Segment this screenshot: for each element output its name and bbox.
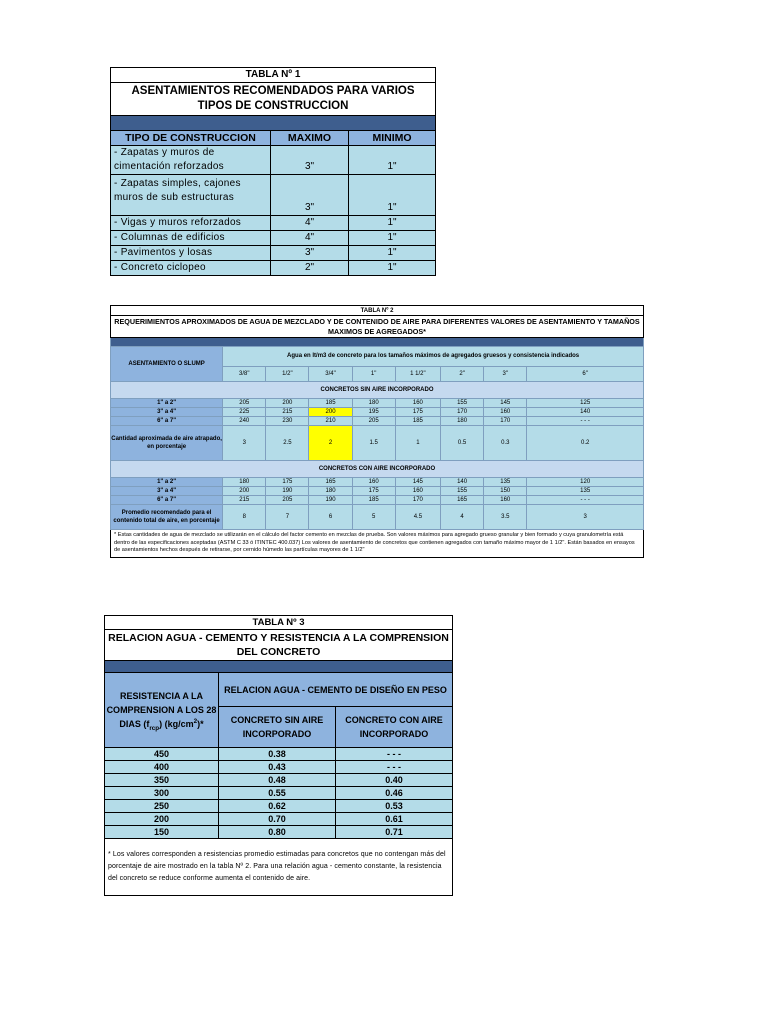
table3-dark-band xyxy=(105,661,453,673)
table-row xyxy=(111,216,436,231)
table2-sin-body xyxy=(111,399,644,426)
table2-value-cell: 185 xyxy=(395,417,440,426)
table3-resistencia-cell: 250 xyxy=(105,800,219,813)
table3-con-cell: 0.46 xyxy=(336,787,453,800)
table3-sin-cell: 0.62 xyxy=(219,800,336,813)
table1-max-cell: 4" xyxy=(271,231,349,246)
table1-header-max: MAXIMO xyxy=(271,131,349,146)
table2-value-cell: 150 xyxy=(484,487,527,496)
table2-value-cell: 230 xyxy=(266,417,309,426)
table-row xyxy=(105,787,453,800)
table2-dark-band xyxy=(111,338,644,347)
table-asentamientos xyxy=(110,67,436,276)
table-row xyxy=(105,800,453,813)
table3-title: RELACION AGUA - CEMENTO Y RESISTENCIA A LA COMPRENSION DEL CONCRETO xyxy=(105,630,453,661)
table1-min-cell: 1" xyxy=(349,246,436,261)
table1-tipo-cell: - Concreto ciclopeo xyxy=(111,261,271,276)
table2-value-cell: 200 xyxy=(223,487,266,496)
table3-ratio-header: RELACION AGUA - CEMENTO DE DISEÑO EN PESO xyxy=(219,673,453,707)
table2-value-cell: 180 xyxy=(223,478,266,487)
table2-value-cell: 145 xyxy=(395,478,440,487)
table2-value-cell: - - - xyxy=(527,417,644,426)
table-row xyxy=(105,826,453,839)
table2-value-cell: 175 xyxy=(395,408,440,417)
table3-con-cell: - - - xyxy=(336,761,453,774)
table3-sin-cell: 0.38 xyxy=(219,748,336,761)
table2-value-cell: 6 xyxy=(309,505,352,530)
table3-resistencia-header: RESISTENCIA A LA COMPRENSION A LOS 28 DIAS $(f_{rcp})$ $(kg/cm^2)*$ xyxy=(105,673,219,748)
table2-value-cell: 180 xyxy=(352,399,395,408)
table-row xyxy=(111,399,644,408)
table2-value-cell: 7 xyxy=(266,505,309,530)
table3-body xyxy=(105,748,453,839)
table1-dark-band xyxy=(111,116,436,131)
table1-min-cell: 1" xyxy=(349,261,436,276)
table2-size-header: 6" xyxy=(527,366,644,381)
table1-max-cell: 4" xyxy=(271,216,349,231)
table2-value-cell: 175 xyxy=(266,478,309,487)
table2-value-cell: 0.3 xyxy=(484,426,527,461)
table2-value-cell: 205 xyxy=(223,399,266,408)
table3-resistencia-cell: 300 xyxy=(105,787,219,800)
table2-slump-label: 1" a 2" xyxy=(111,399,223,408)
table2-value-cell: 135 xyxy=(484,478,527,487)
table3-resistencia-cell: 350 xyxy=(105,774,219,787)
table2-size-header: 1 1/2" xyxy=(395,366,440,381)
table3-sin-cell: 0.70 xyxy=(219,813,336,826)
table3-con-cell: 0.40 xyxy=(336,774,453,787)
table2-value-cell: 0.5 xyxy=(441,426,484,461)
table2-value-cell: 3 xyxy=(223,426,266,461)
table3-footnote: * Los valores corresponden a resistencias promedio estimadas para concretos que no contengan más del porcentaje de aire mostrado en la tabla Nº 2. Para una relación agua - cemento constante, la resistencia del concreto se reduce conforme aumenta el contenido de aire. xyxy=(105,839,453,896)
table3-resistencia-cell: 200 xyxy=(105,813,219,826)
table1-tipo-cell: - Zapatas y muros de cimentación reforzados xyxy=(111,146,271,175)
table2-value-cell: 155 xyxy=(441,399,484,408)
table1-min-cell: 1" xyxy=(349,231,436,246)
table1-max-cell: 3" xyxy=(271,146,349,175)
table1-min-cell: 1" xyxy=(349,216,436,231)
table-row xyxy=(111,408,644,417)
table2-highlight-cell: 2 xyxy=(309,426,352,461)
table1-number: TABLA Nº 1 xyxy=(111,68,436,83)
table-relacion-agua-cemento xyxy=(104,615,453,896)
table2-footnote: * Estas cantidades de agua de mezclado se utilizarán en el cálculo del factor cemento en mezclas de prueba. Son valores máximos para agregado grueso granular y bien formado y cuya granulometría está dentro de las especificaciones aceptadas (ASTM C 33 ó ITINTEC 400.037) Los valores de asentamiento de concretos que contienen agregados con tamaño máximo mayor de 1 1/2". Están basados en ensayos de asentamientos hechos después de retirarse, por cernido húmedo las partículas mayores de 1 1/2" xyxy=(111,530,644,558)
table2-slump-label: 3" a 4" xyxy=(111,408,223,417)
table1-tipo-cell: - Columnas de edificios xyxy=(111,231,271,246)
table2-value-cell: 155 xyxy=(441,487,484,496)
table2-size-header: 3/4" xyxy=(309,366,352,381)
table2-value-cell: 160 xyxy=(395,487,440,496)
table2-air-row xyxy=(111,426,644,461)
table2-value-cell: 125 xyxy=(527,399,644,408)
table-row xyxy=(111,496,644,505)
table2-size-header: 3/8" xyxy=(223,366,266,381)
table2-value-cell: 8 xyxy=(223,505,266,530)
table1-max-cell: 3" xyxy=(271,246,349,261)
table2-size-header: 1/2" xyxy=(266,366,309,381)
table2-air-label: Cantidad aproximada de aire atrapado, en porcentaje xyxy=(111,426,223,461)
table3-resistencia-cell: 400 xyxy=(105,761,219,774)
table2-value-cell: 0.2 xyxy=(527,426,644,461)
table2-avg-row xyxy=(111,505,644,530)
table2-con-body xyxy=(111,478,644,505)
table1-header-min: MINIMO xyxy=(349,131,436,146)
table2-value-cell: 1 xyxy=(395,426,440,461)
table2-slump-label: 6" a 7" xyxy=(111,496,223,505)
table-row xyxy=(111,261,436,276)
table2-size-header: 3" xyxy=(484,366,527,381)
table3-resistencia-cell: 450 xyxy=(105,748,219,761)
table-row xyxy=(105,813,453,826)
table2-slump-label: 1" a 2" xyxy=(111,478,223,487)
table1-min-cell: 1" xyxy=(349,175,436,216)
table-row xyxy=(105,748,453,761)
table-row xyxy=(105,761,453,774)
table1-max-cell: 3" xyxy=(271,175,349,216)
table-requerimientos-agua xyxy=(110,305,644,558)
table2-value-cell: 190 xyxy=(266,487,309,496)
table2-value-cell: 240 xyxy=(223,417,266,426)
table2-section-con: CONCRETOS CON AIRE INCORPORADO xyxy=(111,461,644,478)
table2-number: TABLA Nº 2 xyxy=(111,306,644,316)
table1-header-tipo: TIPO DE CONSTRUCCION xyxy=(111,131,271,146)
table3-sin-cell: 0.80 xyxy=(219,826,336,839)
table2-value-cell: 180 xyxy=(309,487,352,496)
table2-value-cell: 2.5 xyxy=(266,426,309,461)
table2-section-sin: CONCRETOS SIN AIRE INCORPORADO xyxy=(111,382,644,399)
table1-tipo-cell: - Zapatas simples, cajones muros de sub estructuras xyxy=(111,175,271,216)
table2-value-cell: 4.5 xyxy=(395,505,440,530)
table2-slump-label: 6" a 7" xyxy=(111,417,223,426)
table-row xyxy=(111,478,644,487)
table1-tipo-cell: - Pavimentos y losas xyxy=(111,246,271,261)
table2-value-cell: - - - xyxy=(527,496,644,505)
table2-value-cell: 180 xyxy=(441,417,484,426)
table-row xyxy=(105,774,453,787)
table2-value-cell: 160 xyxy=(484,496,527,505)
table2-value-cell: 170 xyxy=(484,417,527,426)
table2-value-cell: 215 xyxy=(266,408,309,417)
table-row xyxy=(111,417,644,426)
table2-value-cell: 160 xyxy=(395,399,440,408)
table2-value-cell: 205 xyxy=(266,496,309,505)
table2-value-cell: 160 xyxy=(352,478,395,487)
table3-con-cell: 0.61 xyxy=(336,813,453,826)
table-row xyxy=(111,231,436,246)
table2-value-cell: 3 xyxy=(527,505,644,530)
table2-value-cell: 135 xyxy=(527,487,644,496)
table3-sin-cell: 0.48 xyxy=(219,774,336,787)
table2-value-cell: 185 xyxy=(352,496,395,505)
table2-value-cell: 170 xyxy=(441,408,484,417)
table2-size-header: 1" xyxy=(352,366,395,381)
table1-title: ASENTAMIENTOS RECOMENDADOS PARA VARIOS TIPOS DE CONSTRUCCION xyxy=(111,83,436,116)
table-row xyxy=(111,246,436,261)
table2-value-cell: 165 xyxy=(441,496,484,505)
table2-slump-header: ASENTAMIENTO O SLUMP xyxy=(111,347,223,382)
table2-avg-label: Promedio recomendado para el contenido total de aire, en porcentaje xyxy=(111,505,223,530)
table2-water-header: Agua en lt/m3 de concreto para los tamaños máximos de agregados gruesos y consistencia indicados xyxy=(223,347,644,367)
table2-value-cell: 3.5 xyxy=(484,505,527,530)
table2-title: REQUERIMIENTOS APROXIMADOS DE AGUA DE MEZCLADO Y DE CONTENIDO DE AIRE PARA DIFERENTES VALORES DE ASENTAMIENTO Y TAMAÑOS MAXIMOS DE AGREGADOS* xyxy=(111,316,644,338)
table2-highlight-cell: 200 xyxy=(309,408,352,417)
table2-value-cell: 175 xyxy=(352,487,395,496)
table2-slump-label: 3" a 4" xyxy=(111,487,223,496)
table3-sin-header: CONCRETO SIN AIRE INCORPORADO xyxy=(219,707,336,748)
table3-sin-cell: 0.55 xyxy=(219,787,336,800)
table3-resistencia-cell: 150 xyxy=(105,826,219,839)
table-row xyxy=(111,487,644,496)
table2-value-cell: 225 xyxy=(223,408,266,417)
table2-size-header: 2" xyxy=(441,366,484,381)
table3-con-cell: - - - xyxy=(336,748,453,761)
table3-con-header: CONCRETO CON AIRE INCORPORADO xyxy=(336,707,453,748)
table3-number: TABLA Nº 3 xyxy=(105,616,453,630)
table2-value-cell: 5 xyxy=(352,505,395,530)
table-row xyxy=(111,175,436,216)
table2-value-cell: 205 xyxy=(352,417,395,426)
table3-con-cell: 0.53 xyxy=(336,800,453,813)
table2-value-cell: 185 xyxy=(309,399,352,408)
table3-sin-cell: 0.43 xyxy=(219,761,336,774)
table2-value-cell: 140 xyxy=(527,408,644,417)
table1-max-cell: 2" xyxy=(271,261,349,276)
table2-value-cell: 4 xyxy=(441,505,484,530)
table2-value-cell: 190 xyxy=(309,496,352,505)
table2-value-cell: 200 xyxy=(266,399,309,408)
table2-value-cell: 195 xyxy=(352,408,395,417)
table-row xyxy=(111,146,436,175)
table1-min-cell: 1" xyxy=(349,146,436,175)
table2-value-cell: 120 xyxy=(527,478,644,487)
table2-value-cell: 170 xyxy=(395,496,440,505)
table2-value-cell: 145 xyxy=(484,399,527,408)
table2-value-cell: 160 xyxy=(484,408,527,417)
table3-con-cell: 0.71 xyxy=(336,826,453,839)
table2-value-cell: 210 xyxy=(309,417,352,426)
table2-value-cell: 1.5 xyxy=(352,426,395,461)
table2-value-cell: 140 xyxy=(441,478,484,487)
table1-tipo-cell: - Vigas y muros reforzados xyxy=(111,216,271,231)
table2-value-cell: 215 xyxy=(223,496,266,505)
table2-value-cell: 165 xyxy=(309,478,352,487)
